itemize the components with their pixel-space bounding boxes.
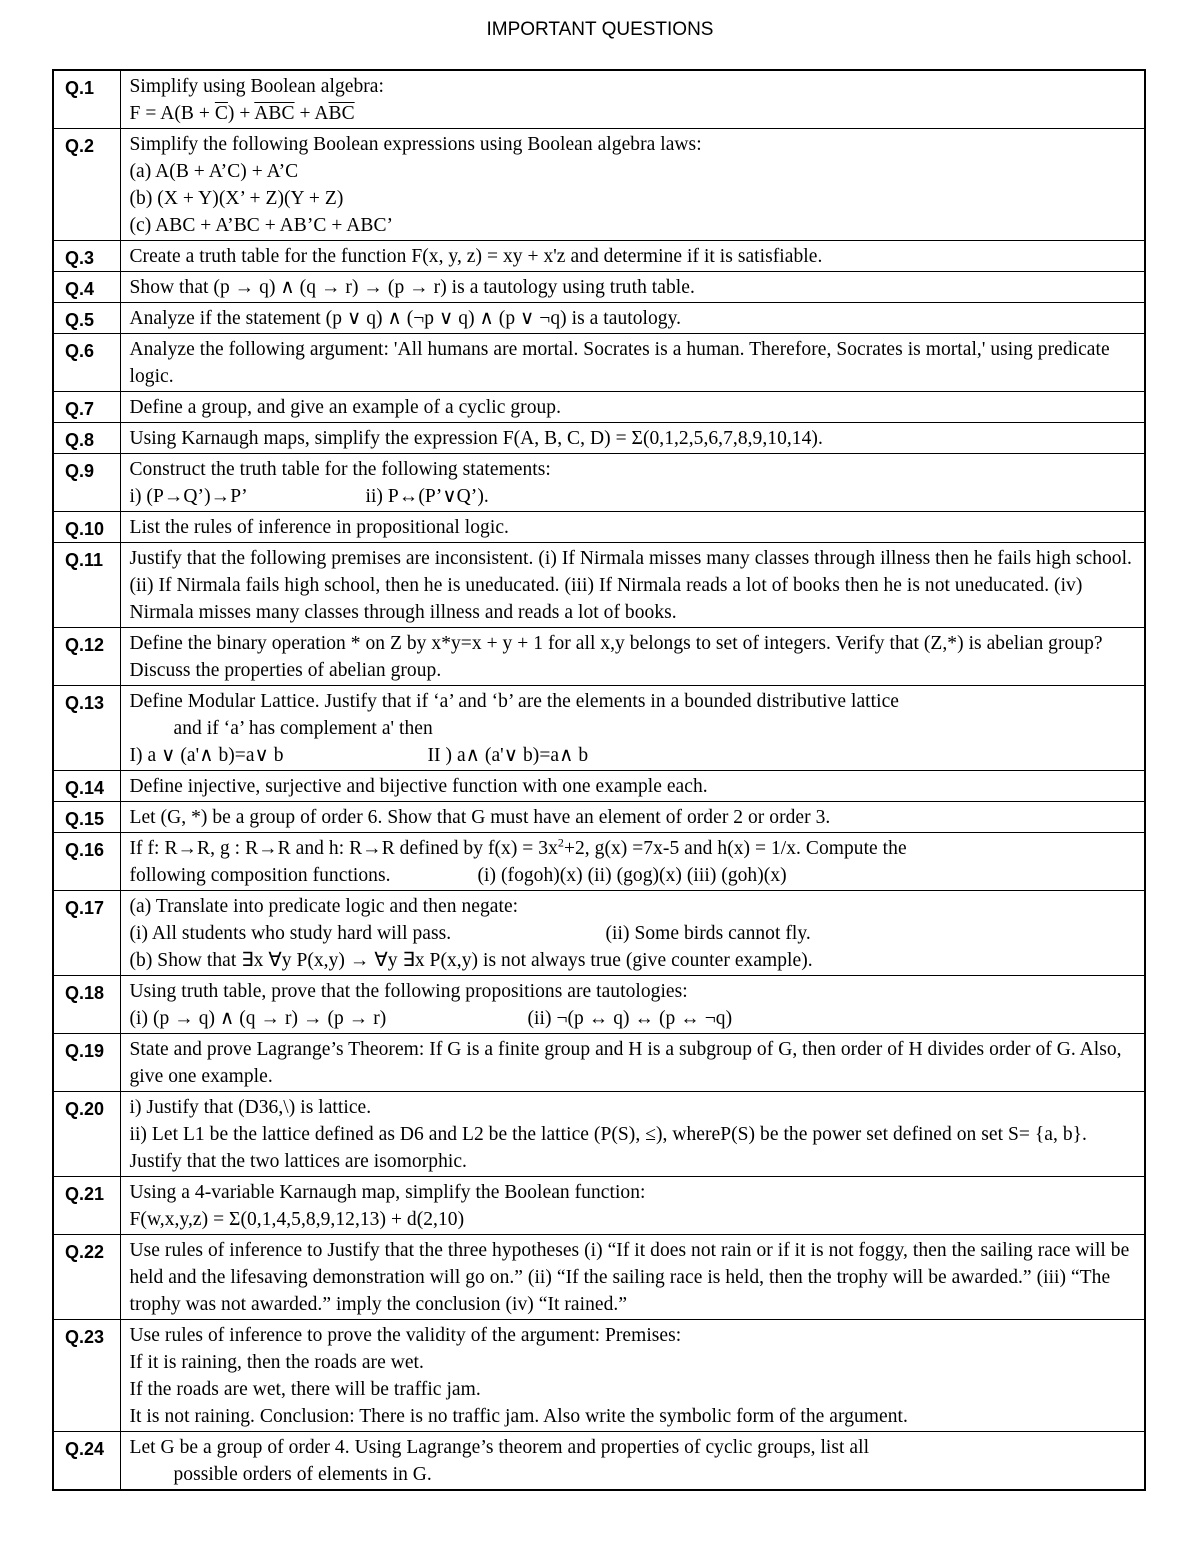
question-number: Q.20 — [53, 1092, 120, 1177]
page-title: IMPORTANT QUESTIONS — [486, 19, 714, 40]
question-number: Q.3 — [53, 241, 120, 272]
questions-table — [52, 69, 1146, 1491]
question-number: Q.1 — [53, 70, 120, 129]
question-fragment: +2, g(x) =7x-5 and h(x) = 1/x. Compute the — [563, 838, 907, 859]
superscript: 2 — [557, 835, 564, 850]
question-text — [120, 392, 1145, 423]
question-number: Q.7 — [53, 392, 120, 423]
question-line: If it is raining, then the roads are wet. — [129, 1352, 424, 1373]
question-row-22 — [53, 1235, 1145, 1320]
question-row-24 — [53, 1432, 1145, 1491]
question-line — [130, 920, 1137, 947]
question-number: Q.9 — [53, 454, 120, 512]
sub-statement: following composition functions. — [129, 865, 391, 886]
question-row-12 — [53, 628, 1145, 686]
question-text — [120, 129, 1145, 241]
question-text — [120, 833, 1145, 891]
formula-part: $\overline{ABC}$ — [254, 103, 295, 124]
question-line: Analyze if the statement (p ∨ q) ∧ (¬p ∨ q) ∧ (p ∨ ¬q) is a tautology. — [129, 308, 682, 329]
question-text — [120, 454, 1145, 512]
question-text — [120, 334, 1145, 392]
question-number: Q.22 — [53, 1235, 120, 1320]
question-text — [120, 891, 1145, 976]
question-line: (b) Show that ∃x ∀y P(x,y) → ∀y ∃x P(x,y) is not always true (give counter example). — [129, 950, 813, 971]
question-text — [120, 70, 1145, 129]
question-line: Use rules of inference to prove the validity of the argument: Premises: — [129, 1325, 682, 1346]
question-row-6 — [53, 334, 1145, 392]
question-row-10 — [53, 512, 1145, 543]
question-line: It is not raining. Conclusion: There is no traffic jam. Also write the symbolic form of the argument. — [129, 1406, 908, 1427]
question-line: Analyze the following argument: 'All humans are mortal. Socrates is a human. Therefore, Socrates is mortal,' using predicate logic. — [129, 339, 1110, 387]
question-number: Q.13 — [53, 686, 120, 771]
question-row-19 — [53, 1034, 1145, 1092]
question-line: Define Modular Lattice. Justify that if ‘a’ and ‘b’ are the elements in a bounded distributive lattice — [129, 691, 899, 712]
question-row-15 — [53, 802, 1145, 833]
question-number: Q.5 — [53, 303, 120, 334]
boolean-formula — [130, 100, 1137, 127]
question-line: Using truth table, prove that the following propositions are tautologies: — [129, 981, 688, 1002]
question-line: Define the binary operation * on Z by x*y=x + y + 1 for all x,y belongs to set of integers. Verify that (Z,*) is abelian group? Discuss the properties of abelian group. — [129, 633, 1103, 681]
question-text — [120, 1320, 1145, 1432]
question-line — [130, 835, 1137, 862]
question-row-14 — [53, 771, 1145, 802]
question-line: Using a 4-variable Karnaugh map, simplify the Boolean function: — [129, 1182, 646, 1203]
question-line: (c) ABC + A’BC + AB’C + ABC’ — [129, 215, 394, 236]
sub-statement: ii) P↔(P’∨Q’). — [365, 486, 489, 507]
question-line: F(w,x,y,z) = Σ(0,1,4,5,8,9,12,13) + d(2,10) — [129, 1209, 465, 1230]
question-text — [120, 272, 1145, 303]
question-row-1 — [53, 70, 1145, 129]
question-line: i) Justify that (D36,\) is lattice. — [129, 1097, 372, 1118]
formula-part: $\overline{C}$ — [214, 103, 228, 124]
question-line: Define injective, surjective and bijective function with one example each. — [129, 776, 708, 797]
question-text — [120, 1092, 1145, 1177]
question-line — [130, 862, 1137, 889]
question-line: Create a truth table for the function F(x, y, z) = xy + x'z and determine if it is satisfiable. — [129, 246, 823, 267]
question-row-4 — [53, 272, 1145, 303]
question-text — [120, 1432, 1145, 1491]
question-number: Q.4 — [53, 272, 120, 303]
sub-statement: (ii) ¬(p ↔ q) ↔ (p ↔ ¬q) — [527, 1008, 733, 1029]
question-text — [120, 686, 1145, 771]
question-text — [120, 241, 1145, 272]
question-row-18 — [53, 976, 1145, 1034]
question-row-20 — [53, 1092, 1145, 1177]
sub-statement: (i) (p → q) ∧ (q → r) → (p → r) — [129, 1008, 387, 1029]
question-number: Q.21 — [53, 1177, 120, 1235]
question-number: Q.17 — [53, 891, 120, 976]
question-number: Q.14 — [53, 771, 120, 802]
sub-statement: I) a ∨ (a'∧ b)=a∨ b — [129, 745, 284, 766]
question-line: Let G be a group of order 4. Using Lagrange’s theorem and properties of cyclic groups, list all — [129, 1437, 870, 1458]
question-line: Show that (p → q) ∧ (q → r) → (p → r) is a tautology using truth table. — [129, 277, 695, 298]
question-number: Q.24 — [53, 1432, 120, 1491]
question-number: Q.16 — [53, 833, 120, 891]
question-text — [120, 1034, 1145, 1092]
sub-statement: (i) (fogoh)(x) (ii) (gog)(x) (iii) (goh)(x) — [477, 865, 787, 886]
question-line: Use rules of inference to Justify that the three hypotheses (i) “If it does not rain or if it is not foggy, then the sailing race will be held and the lifesaving demonstration will go on.” (ii) “If the sailing race is held, then the trophy will be awarded.” (iii) “The trophy was not awarded.” imply the conclusion (iv) “It rained.” — [129, 1240, 1130, 1315]
question-line: Construct the truth table for the following statements: — [129, 459, 551, 480]
question-number: Q.11 — [53, 543, 120, 628]
sub-statement: i) (P→Q’)→P’ — [129, 486, 248, 507]
question-text — [120, 1177, 1145, 1235]
formula-part: ) + — [227, 103, 255, 124]
question-line: If the roads are wet, there will be traffic jam. — [129, 1379, 481, 1400]
question-row-11 — [53, 543, 1145, 628]
question-line — [130, 483, 1137, 510]
question-line: and if ‘a’ has complement a' then — [173, 718, 433, 739]
question-text — [120, 771, 1145, 802]
question-text — [120, 1235, 1145, 1320]
question-line: (a) Translate into predicate logic and then negate: — [129, 896, 519, 917]
question-number: Q.18 — [53, 976, 120, 1034]
question-row-16 — [53, 833, 1145, 891]
question-line: Define a group, and give an example of a cyclic group. — [129, 397, 562, 418]
sub-statement: (ii) Some birds cannot fly. — [605, 923, 811, 944]
question-line — [130, 1005, 1137, 1032]
question-text — [120, 628, 1145, 686]
question-text — [120, 543, 1145, 628]
question-text — [120, 512, 1145, 543]
question-line: Justify that the following premises are inconsistent. (i) If Nirmala misses many classes through illness then he fails high school. (ii) If Nirmala fails high school, then he is uneducated. (iii) If Nirmala reads a lot of books then he is not uneducated. (iv) Nirmala misses many classes through illness and reads a lot of books. — [129, 548, 1132, 623]
question-row-13 — [53, 686, 1145, 771]
question-text — [120, 303, 1145, 334]
question-line: Let (G, *) be a group of order 6. Show that G must have an element of order 2 or order 3. — [129, 807, 831, 828]
question-line — [130, 742, 1137, 769]
question-row-21 — [53, 1177, 1145, 1235]
question-text — [120, 423, 1145, 454]
formula-part: + A — [294, 103, 329, 124]
question-line: State and prove Lagrange’s Theorem: If G is a finite group and H is a subgroup of G, then order of H divides order of G. Also, give one example. — [129, 1039, 1122, 1087]
question-number: Q.2 — [53, 129, 120, 241]
question-row-17 — [53, 891, 1145, 976]
question-text — [120, 976, 1145, 1034]
question-line: Simplify the following Boolean expressions using Boolean algebra laws: — [129, 134, 702, 155]
sub-statement: II ) a∧ (a'∨ b)=a∧ b — [427, 745, 589, 766]
question-number: Q.15 — [53, 802, 120, 833]
question-row-5 — [53, 303, 1145, 334]
question-line: Simplify using Boolean algebra: — [129, 76, 384, 97]
question-line: (a) A(B + A’C) + A’C — [129, 161, 299, 182]
formula-part: F = A(B + — [129, 103, 215, 124]
question-line: List the rules of inference in propositional logic. — [129, 517, 509, 538]
question-row-3 — [53, 241, 1145, 272]
question-number: Q.19 — [53, 1034, 120, 1092]
question-line: Using Karnaugh maps, simplify the expression F(A, B, C, D) = Σ(0,1,2,5,6,7,8,9,10,14). — [129, 428, 823, 449]
question-text — [120, 802, 1145, 833]
question-row-7 — [53, 392, 1145, 423]
question-row-9 — [53, 454, 1145, 512]
question-line: ii) Let L1 be the lattice defined as D6 and L2 be the lattice (P(S), ≤), whereP(S) be the power set defined on set S= {a, b}. Justify that the two lattices are isomorphic. — [129, 1124, 1087, 1172]
question-number: Q.12 — [53, 628, 120, 686]
question-number: Q.8 — [53, 423, 120, 454]
question-line: possible orders of elements in G. — [173, 1464, 432, 1485]
question-line: (b) (X + Y)(X’ + Z)(Y + Z) — [129, 188, 344, 209]
formula-part: $\overline{BC}$ — [328, 103, 355, 124]
question-row-8 — [53, 423, 1145, 454]
question-number: Q.23 — [53, 1320, 120, 1432]
sub-statement: (i) All students who study hard will pass. — [129, 923, 452, 944]
question-number: Q.10 — [53, 512, 120, 543]
question-fragment: If f: R→R, g : R→R and h: R→R defined by f(x) = 3x — [129, 838, 558, 859]
question-row-23 — [53, 1320, 1145, 1432]
question-number: Q.6 — [53, 334, 120, 392]
question-row-2 — [53, 129, 1145, 241]
